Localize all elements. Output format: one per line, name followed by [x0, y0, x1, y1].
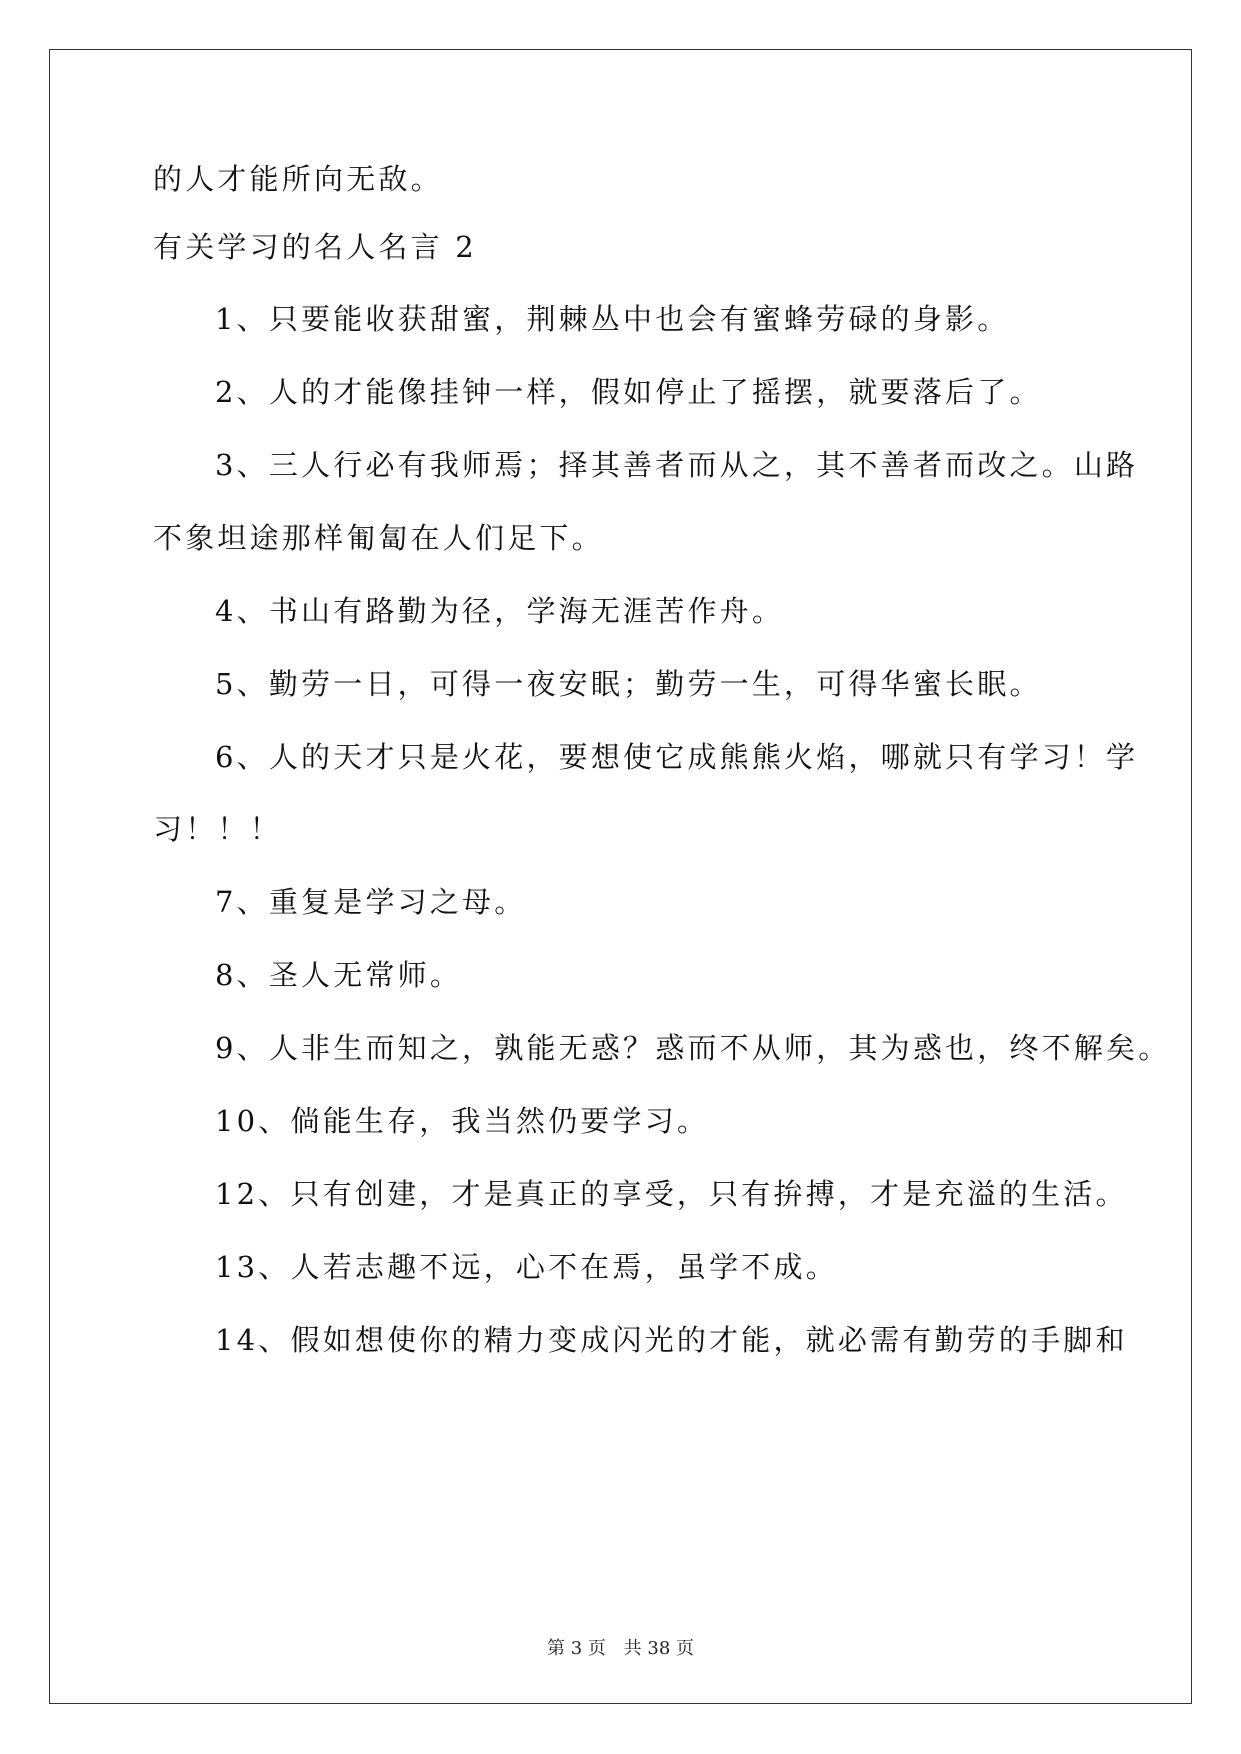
quote-6-continued: 习！！！: [153, 812, 282, 846]
quote-14: 14、假如想使你的精力变成闪光的才能，就必需有勤劳的手脚和: [215, 1323, 1128, 1357]
quote-5: 5、勤劳一日，可得一夜安眠；勤劳一生，可得华蜜长眠。: [215, 667, 1042, 701]
page-number-total: 共 38 页: [623, 1638, 694, 1659]
quote-2: 2、人的才能像挂钟一样，假如停止了摇摆，就要落后了。: [215, 375, 1042, 409]
page-footer: [0, 1634, 1241, 1660]
quote-3: 3、三人行必有我师焉；择其善者而从之，其不善者而改之。山路: [215, 448, 1139, 482]
section-heading: 有关学习的名人名言 2: [153, 230, 477, 264]
page-number-current: 第 3 页: [547, 1638, 606, 1659]
quote-1: 1、只要能收获甜蜜，荆棘丛中也会有蜜蜂劳碌的身影。: [215, 302, 1010, 336]
quote-7: 7、重复是学习之母。: [215, 885, 527, 919]
text-line-1: 的人才能所向无敌。: [153, 162, 443, 196]
quote-13: 13、人若志趣不远，心不在焉，虽学不成。: [215, 1250, 838, 1284]
quote-9: 9、人非生而知之，孰能无惑？惑而不从师，其为惑也，终不解矣。: [215, 1031, 1171, 1065]
quote-3-continued: 不象坦途那样匍匐在人们足下。: [153, 521, 604, 555]
page-border: [49, 49, 1192, 1704]
quote-6: 6、人的天才只是火花，要想使它成熊熊火焰，哪就只有学习！学: [215, 740, 1139, 774]
quote-4: 4、书山有路勤为径，学海无涯苦作舟。: [215, 594, 785, 628]
quote-10: 10、倘能生存，我当然仍要学习。: [215, 1104, 710, 1138]
quote-12: 12、只有创建，才是真正的享受，只有拚搏，才是充溢的生活。: [215, 1177, 1128, 1211]
quote-8: 8、圣人无常师。: [215, 958, 463, 992]
